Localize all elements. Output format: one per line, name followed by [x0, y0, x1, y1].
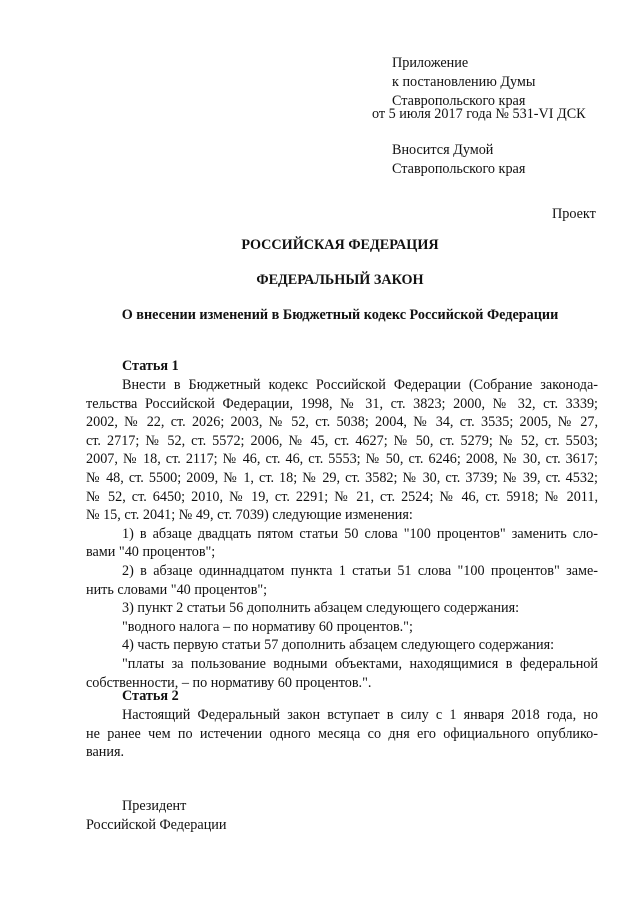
list-item-line: вами "40 процентов";: [86, 544, 216, 561]
signature-title: Президент: [122, 798, 187, 814]
paragraph-line: ст. 2717; № 52, ст. 5572; 2006, № 45, ст. 4627; № 50, ст. 5279; № 52, ст. 5503;: [86, 432, 598, 449]
signature-org: Российской Федерации: [86, 817, 227, 833]
paragraph-line: Настоящий Федеральный закон вступает в силу с 1 января 2018 года, но: [122, 707, 598, 723]
appendix-line: к постановлению Думы: [392, 74, 536, 90]
article2-body: [86, 706, 598, 762]
introduced-line: Ставропольского края: [392, 161, 526, 177]
law-name-title: О внесении изменений в Бюджетный кодекс Российской Федерации: [121, 307, 559, 323]
paragraph-line: № 15, ст. 2041; № 49, ст. 7039) следующие изменения:: [86, 507, 413, 524]
paragraph-line: № 52, ст. 6450; 2010, № 19, ст. 2291; № 21, ст. 2524; № 46, ст. 5918; № 2011,: [86, 488, 598, 505]
quote-line: "водного налога – по нормативу 60 процентов.";: [122, 618, 413, 635]
appendix-line: Ставропольского края: [392, 93, 526, 109]
country-title: РОССИЙСКАЯ ФЕДЕРАЦИЯ: [241, 237, 439, 253]
article1-heading: Статья 1: [122, 358, 179, 374]
paragraph-line: № 48, ст. 5500; 2009, № 1, ст. 18; № 29, ст. 3582; № 30, ст. 3739; № 39, ст. 4532;: [86, 469, 598, 486]
list-item-line: 1) в абзаце двадцать пятом статьи 50 слова "100 процентов" заменить сло-: [122, 525, 598, 542]
appendix-line: Приложение: [392, 55, 469, 71]
list-item-line: 4) часть первую статьи 57 дополнить абзацем следующего содержания:: [122, 637, 555, 654]
article1-body: [86, 376, 598, 692]
list-item-line: нить словами "40 процентов";: [86, 581, 268, 598]
paragraph-line: 2002, № 22, ст. 2026; 2003, № 52, ст. 5038; 2004, № 34, ст. 3535; 2005, № 27,: [86, 414, 598, 431]
appendix-date-line: от 5 июля 2017 года № 531-VI ДСК: [372, 106, 586, 122]
quote-line: "платы за пользование водными объектами, находящимися в федеральной: [122, 655, 598, 672]
paragraph-line: Внести в Бюджетный кодекс Российской Федерации (Собрание законода-: [122, 377, 598, 393]
introduced-line: Вносится Думой: [392, 142, 494, 158]
paragraph-line: вания.: [86, 744, 125, 761]
paragraph-line: 2007, № 18, ст. 2117; № 46, ст. 46, ст. 5553; № 50, ст. 6246; 2008, № 30, ст. 3617;: [86, 451, 598, 468]
law-type-title: ФЕДЕРАЛЬНЫЙ ЗАКОН: [256, 272, 424, 288]
draft-label: Проект: [552, 206, 596, 222]
list-item-line: 2) в абзаце одиннадцатом пункта 1 статьи 51 слова "100 процентов" заме-: [122, 562, 598, 579]
list-item-line: 3) пункт 2 статьи 56 дополнить абзацем следующего содержания:: [122, 600, 520, 617]
quote-line: собственности, – по нормативу 60 процентов.".: [86, 674, 372, 691]
paragraph-line: тельства Российской Федерации, 1998, № 31, ст. 3823; 2000, № 32, ст. 3339;: [86, 395, 598, 412]
article2-heading: Статья 2: [122, 688, 179, 704]
paragraph-line: не ранее чем по истечении одного месяца со дня его официального опублико-: [86, 725, 598, 742]
